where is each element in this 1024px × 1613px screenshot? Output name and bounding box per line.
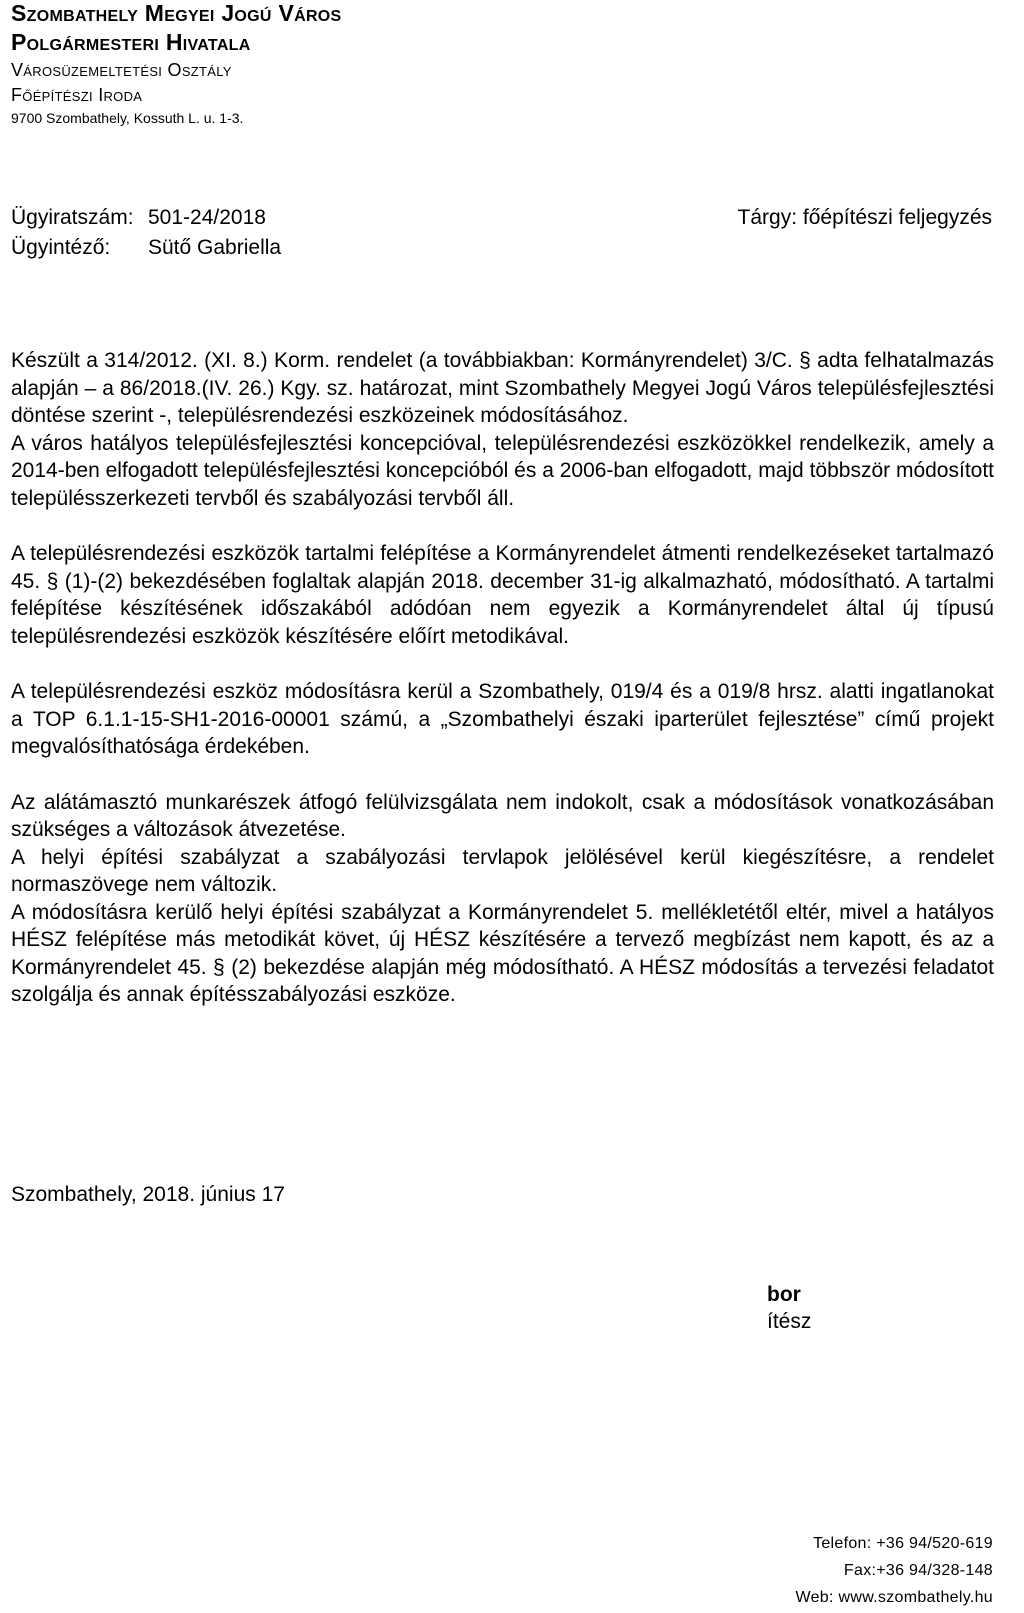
letterhead-city: Szombathely Megyei Jogú Város: [11, 0, 342, 26]
paragraph-4: A településrendezési eszköz módosításra kerül a Szombathely, 019/4 és a 019/8 hrsz. alatti ingatlanokat a TOP 6.1.1-15-SH1-2016-00001 számú, a „Szombathelyi északi iparterület fejlesztése” című projekt megvalósíthatósága érdekében.: [11, 680, 994, 758]
subject-label: Tárgy:: [737, 206, 798, 229]
footer-phone: Telefon: +36 94/520-619: [813, 1535, 993, 1552]
letterhead: [11, 2, 342, 126]
paragraph-7: A módosításra kerülő helyi építési szabályzat a Kormányrendelet 5. mellékletétől eltér, mivel a hatályos HÉSZ felépítése más metodikát követ, új HÉSZ készítésére a tervező megbízást nem kapott, és az a Kormányrendelet 45. § (2) bekezdése alapján még módosítható. A HÉSZ módosítás a tervezési feladatot szolgálja és annak építésszabályozási eszköze.: [11, 900, 994, 1006]
document-body: [11, 347, 994, 1009]
footer-web: Web: www.szombathely.hu: [795, 1589, 993, 1606]
contact-footer: [795, 1530, 993, 1611]
letterhead-office: Polgármesteri Hivatala: [11, 29, 251, 55]
subject-meta: [738, 203, 992, 233]
letterhead-department: Városüzemeltetési Osztály: [11, 60, 232, 80]
paragraph-5: Az alátámasztó munkarészek átfogó felülvizsgálata nem indokolt, csak a módosítások vonatkozásában szükséges a változások átvezetése.: [11, 790, 994, 841]
handler-label: Ügyintéző:: [11, 236, 111, 259]
handler-name: Sütő Gabriella: [148, 236, 282, 259]
paragraph-3: A településrendezési eszközök tartalmi felépítése a Kormányrendelet átmenti rendelkezéseket tartalmazó 45. § (1)-(2) bekezdésében foglaltak alapján 2018. december 31-ig alkalmazható, módosítható. A tartalmi felépítése készítésének időszakából adódóan nem egyezik a Kormányrendelet által új típusú településrendezési eszközök készítésére előírt metodikával.: [11, 542, 994, 648]
subject: főépítészi feljegyzés: [802, 206, 992, 229]
case-number-label: Ügyiratszám:: [11, 206, 134, 229]
signature-name: bor: [767, 1283, 801, 1306]
handler-row: [11, 233, 281, 263]
paragraph-2: A város hatályos településfejlesztési koncepcióval, településrendezési eszközökkel rendelkezik, amely a 2014-ben elfogadott településfejlesztési koncepcióból és a 2006-ban elfogadott, majd többször módosított településszerkezeti tervből és szabályozási tervből áll.: [11, 431, 994, 510]
letterhead-address: 9700 Szombathely, Kossuth L. u. 1-3.: [11, 110, 244, 126]
paragraph-6: A helyi építési szabályzat a szabályozási tervlapok jelölésével kerül kiegészítésre, a rendelet normaszövege nem változik.: [11, 845, 994, 896]
paragraph-1: Készült a 314/2012. (XI. 8.) Korm. rendelet (a továbbiakban: Kormányrendelet) 3/C. § adta felhatalmazás alapján – a 86/2018.(IV. 26.) Kgy. sz. határozat, mint Szombathely Megyei Jogú Város településfejlesztési döntése szerint -, településrendezési eszközeinek módosításához.: [11, 349, 994, 427]
signature-block: [767, 1281, 811, 1335]
case-number: 501-24/2018: [148, 206, 266, 229]
signature-title: ítész: [767, 1310, 812, 1333]
document-date: Szombathely, 2018. június 17: [11, 1183, 285, 1206]
letterhead-unit: Főépítészi Iroda: [11, 85, 143, 105]
case-number-row: [11, 203, 281, 233]
footer-fax: Fax:+36 94/328-148: [843, 1562, 993, 1579]
case-meta: [11, 203, 281, 263]
